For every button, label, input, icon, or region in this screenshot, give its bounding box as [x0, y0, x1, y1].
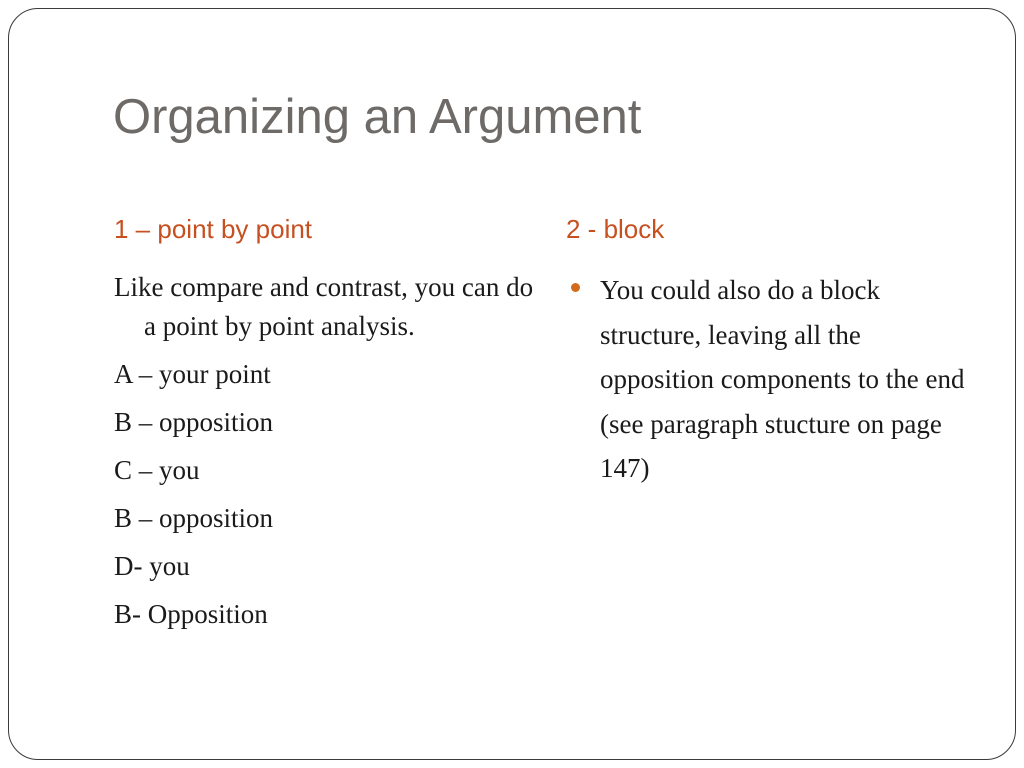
left-paragraph-item: C – you	[114, 455, 200, 485]
left-paragraph-item: A – your point	[114, 359, 271, 389]
bullet-text: You could also do a block structure, leaving all the opposition components to the end (see paragraph stucture on page 147)	[600, 275, 965, 483]
left-paragraph-intro: Like compare and contrast, you can do a point by point analysis.	[114, 272, 534, 341]
left-paragraph-item: B- Opposition	[114, 599, 268, 629]
left-paragraph-item: D- you	[114, 551, 190, 581]
left-paragraph-item: B – opposition	[114, 503, 274, 533]
bullet-item	[569, 268, 969, 491]
bullet-dot-icon	[571, 283, 580, 292]
right-column-body	[569, 268, 969, 491]
slide-title: Organizing an Argument	[113, 90, 642, 144]
right-column-heading: 2 - block	[566, 214, 665, 244]
left-paragraph-item: B – opposition	[114, 407, 274, 437]
slide-frame	[8, 8, 1016, 760]
left-column-heading: 1 – point by point	[114, 214, 313, 244]
left-column-body	[114, 268, 534, 643]
